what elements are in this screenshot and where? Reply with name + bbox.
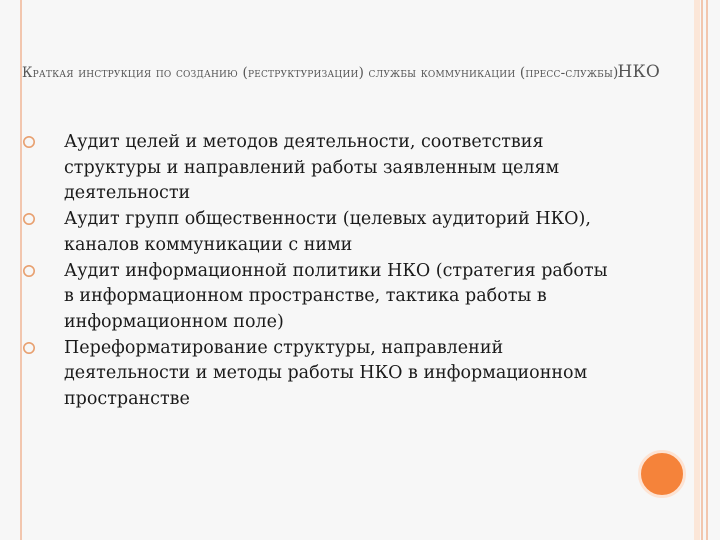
list-item xyxy=(22,130,622,207)
ring-bullet-icon xyxy=(22,341,36,355)
ring-bullet-icon xyxy=(22,135,36,149)
slide-title-main: Краткая инструкция по созданию (реструктуризации) службы коммуникации (пресс-службы) xyxy=(22,65,619,81)
decorative-frame-line xyxy=(706,0,708,540)
list-item-text: Переформатирование структуры, направлений деятельности и методы работы НКО в информационном пространстве xyxy=(64,337,588,409)
decorative-orange-circle xyxy=(638,450,686,498)
bullet-list xyxy=(22,130,622,413)
slide-title xyxy=(22,60,662,85)
list-item xyxy=(22,336,622,413)
list-item xyxy=(22,259,622,336)
slide-title-tail: НКО xyxy=(617,62,661,82)
ring-bullet-icon xyxy=(22,212,36,226)
list-item-text: Аудит целей и методов деятельности, соответствия структуры и направлений работы заявленным целям деятельности xyxy=(64,132,560,203)
list-item-text: Аудит групп общественности (целевых аудиторий НКО), каналов коммуникации с ними xyxy=(64,209,591,255)
list-item-text: Аудит информационной политики НКО (стратегия работы в информационном пространстве, тактика работы в информационном поле) xyxy=(64,260,608,332)
list-item xyxy=(22,207,622,258)
ring-bullet-icon xyxy=(22,264,36,278)
